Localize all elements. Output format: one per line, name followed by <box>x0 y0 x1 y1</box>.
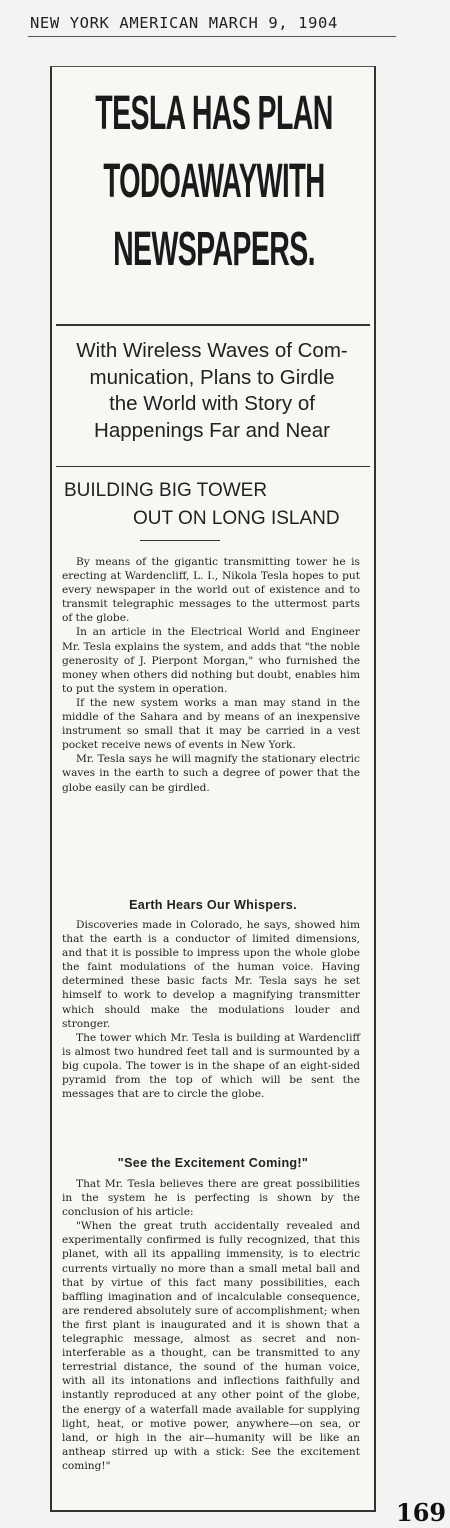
deck-line: the World with Story of <box>109 392 315 415</box>
source-line: NEW YORK AMERICAN MARCH 9, 1904 <box>30 14 338 32</box>
section-heading-earth: Earth Hears Our Whispers. <box>129 898 297 912</box>
paragraph: That Mr. Tesla believes there are great possibilities in the system he is perfecting is shown by the conclusion of his article: <box>62 1178 360 1219</box>
paragraph: If the new system works a man may stand in the middle of the Sahara and by means of an inexpensive instrument so small that it may be carried in a vest pocket receive news of events in New York. <box>62 696 360 752</box>
deck <box>56 338 368 444</box>
deck-rule <box>56 466 370 467</box>
section-heading-excitement: "See the Excitement Coming!" <box>117 1156 309 1170</box>
headline-line-2: TODOAWAYWITH <box>103 153 325 208</box>
page-number: 169 <box>396 1498 447 1527</box>
headline-rule <box>56 324 370 326</box>
clipping-bottom-border <box>50 1510 376 1512</box>
paragraph: Mr. Tesla says he will magnify the stationary electric waves in the earth to such a degree of power that the globe easily can be girdled. <box>62 753 360 794</box>
article-body-1 <box>62 555 360 795</box>
paragraph: Discoveries made in Colorado, he says, showed him that the earth is a conductor of limited dimensions, and that it is possible to impress upon the whole globe the faint modulations of the human voice. Having determined these basic facts Mr. Tesla says he set himself to work to develop a magnifying transmitter which should make the modulations louder and stronger. <box>62 919 360 1030</box>
paragraph: By means of the gigantic transmitting tower he is erecting at Wardencliff, L. I., Nikola Tesla hopes to put every newspaper in the world out of existence and to transmit telegraphic messages to the uttermost parts of the globe. <box>62 556 360 625</box>
article-body-3 <box>62 1177 360 1473</box>
deck-line: munication, Plans to Girdle <box>89 365 335 389</box>
deck-line: With Wireless Waves of Com- <box>76 339 348 362</box>
paragraph: The tower which Mr. Tesla is building at Wardencliff is almost two hundred feet tall and is surmounted by a big cupola. The tower is in the shape of an eight-sided pyramid from the top of which will be sent the messages that are to circle the globe. <box>62 1031 360 1101</box>
subhead-line-1: BUILDING BIG TOWER <box>64 480 268 501</box>
headline-line-3: NEWSPAPERS. <box>113 221 315 276</box>
paragraph: In an article in the Electrical World and Engineer Mr. Tesla explains the system, and adds that "the noble generosity of J. Pierpont Morgan," who furnished the money when others did nothing but doubt, enables him to put the system in operation. <box>62 626 360 695</box>
headline-line-1: TESLA HAS PLAN <box>95 85 333 140</box>
article-body-2 <box>62 918 360 1101</box>
subhead-line-2: OUT ON LONG ISLAND <box>133 508 340 529</box>
deck-line: Happenings Far and Near <box>94 418 330 442</box>
source-underline <box>28 36 396 37</box>
paragraph: "When the great truth accidentally revealed and experimentally confirmed is fully recognized, that this planet, with all its appalling immensity, is to electric currents virtually no more than a small metal ball and that by virtue of this fact many possibilities, each baffling imagination and of incalculable consequence, are rendered absolutely sure of accomplishment; when the first plant is inaugurated and it is shown that a telegraphic message, almost as secret and non-interferable as a thought, can be transmitted to any terrestrial distance, the sound of the human voice, with all its intonations and inflections faithfully and instantly reproduced at any other point of the globe, the energy of a waterfall made available for supplying light, heat, or motive power, anywhere—on sea, or land, or high in the air—humanity will be like an antheap stirred up with a stick: See the excitement coming!" <box>62 1220 360 1472</box>
short-rule <box>140 540 220 541</box>
